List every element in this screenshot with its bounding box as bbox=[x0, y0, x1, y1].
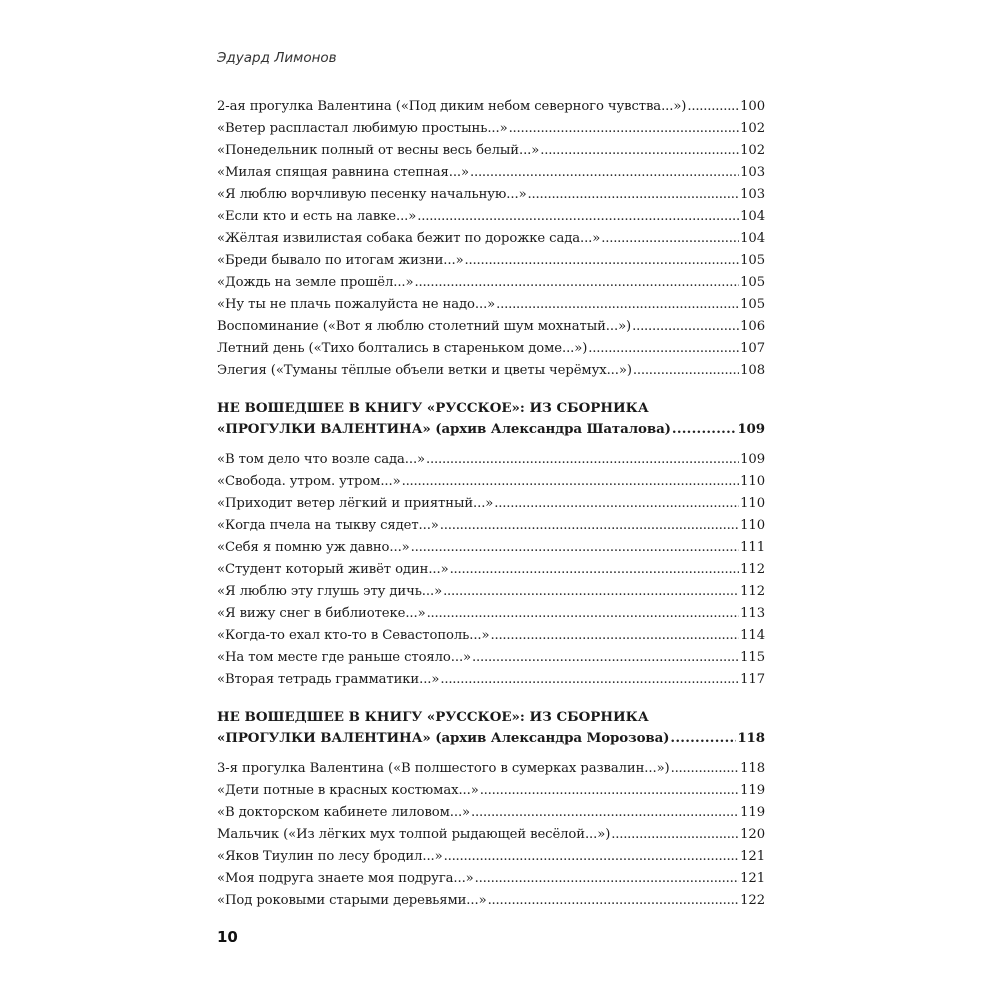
dot-leader bbox=[417, 206, 739, 228]
section-heading-morozov bbox=[217, 707, 765, 749]
toc-entry-title: «Студент который живёт один...» bbox=[217, 562, 449, 577]
toc-entry-page: 102 bbox=[740, 121, 765, 136]
dot-leader bbox=[443, 581, 739, 603]
toc-entry-page: 108 bbox=[740, 363, 765, 378]
dot-leader bbox=[633, 360, 739, 382]
toc-entry bbox=[217, 493, 765, 515]
section-heading-title: «ПРОГУЛКИ ВАЛЕНТИНА» (архив Александра Шаталова) bbox=[217, 421, 671, 437]
toc-entry bbox=[217, 824, 765, 846]
toc-entry-title: «Когда пчела на тыкву сядет...» bbox=[217, 518, 439, 533]
toc-entry-title: «Понедельник полный от весны весь белый...» bbox=[217, 143, 540, 158]
section-heading-line2 bbox=[217, 728, 765, 749]
toc-entry-title: 2-ая прогулка Валентина («Под диким небом северного чувства...») bbox=[217, 99, 687, 114]
toc-entry-title: «В том дело что возле сада...» bbox=[217, 452, 426, 467]
toc-entry-page: 118 bbox=[740, 761, 765, 776]
toc-entry bbox=[217, 184, 765, 206]
toc-entry bbox=[217, 846, 765, 868]
toc-entry-title: Мальчик («Из лёгких мух толпой рыдающей весёлой...») bbox=[217, 827, 611, 842]
toc-entry bbox=[217, 537, 765, 559]
toc-entry-page: 106 bbox=[740, 319, 765, 334]
dot-leader bbox=[427, 603, 740, 625]
toc-entry-title: «Себя я помню уж давно...» bbox=[217, 540, 410, 555]
toc-group-3 bbox=[217, 758, 765, 912]
toc-entry-page: 103 bbox=[740, 165, 765, 180]
dot-leader bbox=[601, 228, 739, 250]
dot-leader bbox=[671, 758, 740, 780]
toc-entry-title: «Я люблю эту глушь эту дичь...» bbox=[217, 584, 443, 599]
toc-entry-page: 117 bbox=[740, 672, 765, 687]
toc-entry bbox=[217, 294, 765, 316]
toc-entry-title: «В докторском кабинете лиловом...» bbox=[217, 805, 471, 820]
toc-entry-page: 110 bbox=[740, 474, 765, 489]
toc-entry-title: «Бреди бывало по итогам жизни...» bbox=[217, 253, 464, 268]
dot-leader bbox=[402, 471, 740, 493]
toc-entry-title: «Если кто и есть на лавке...» bbox=[217, 209, 417, 224]
toc-entry-title: «Милая спящая равнина степная...» bbox=[217, 165, 469, 180]
dot-leader bbox=[475, 868, 739, 890]
toc-entry bbox=[217, 316, 765, 338]
section-heading-page: 109 bbox=[737, 421, 765, 437]
section-heading-line2 bbox=[217, 419, 765, 440]
toc-entry bbox=[217, 758, 765, 780]
toc-entry-title: «Под роковыми старыми деревьями...» bbox=[217, 893, 487, 908]
page-number: 10 bbox=[217, 928, 238, 946]
toc-entry bbox=[217, 360, 765, 382]
toc-entry-title: «Вторая тетрадь грамматики...» bbox=[217, 672, 440, 687]
dot-leader bbox=[540, 140, 739, 162]
toc-entry-title: «Ветер распластал любимую простынь...» bbox=[217, 121, 508, 136]
dot-leader bbox=[488, 890, 740, 912]
dot-leader bbox=[490, 625, 739, 647]
toc-entry-page: 110 bbox=[740, 496, 765, 511]
toc-entry-page: 105 bbox=[740, 297, 765, 312]
dot-leader bbox=[509, 118, 740, 140]
section-heading-title: «ПРОГУЛКИ ВАЛЕНТИНА» (архив Александра Морозова) bbox=[217, 730, 670, 746]
dot-leader bbox=[496, 294, 739, 316]
toc-entry-page: 120 bbox=[740, 827, 765, 842]
toc-entry bbox=[217, 581, 765, 603]
toc-entry bbox=[217, 625, 765, 647]
dot-leader bbox=[528, 184, 740, 206]
toc-entry bbox=[217, 603, 765, 625]
toc-entry-page: 113 bbox=[740, 606, 765, 621]
toc-entry-page: 109 bbox=[740, 452, 765, 467]
toc-entry bbox=[217, 559, 765, 581]
toc-entry-title: «Свобода. утром. утром...» bbox=[217, 474, 401, 489]
toc-entry-page: 121 bbox=[740, 871, 765, 886]
toc-entry bbox=[217, 96, 765, 118]
toc-entry-page: 103 bbox=[740, 187, 765, 202]
toc-entry-page: 105 bbox=[740, 253, 765, 268]
toc-entry bbox=[217, 140, 765, 162]
toc-group-1 bbox=[217, 96, 765, 382]
toc-entry-title: «Дети потные в красных костюмах...» bbox=[217, 783, 479, 798]
dot-leader bbox=[414, 272, 739, 294]
toc-entry-page: 115 bbox=[740, 650, 765, 665]
toc-entry bbox=[217, 669, 765, 691]
toc-entry bbox=[217, 471, 765, 493]
toc-entry bbox=[217, 250, 765, 272]
toc-entry bbox=[217, 338, 765, 360]
toc-entry-title: Элегия («Туманы тёплые объели ветки и цветы черёмух...») bbox=[217, 363, 632, 378]
toc-entry-title: «Яков Тиулин по лесу бродил...» bbox=[217, 849, 443, 864]
toc-entry-page: 102 bbox=[740, 143, 765, 158]
dot-leader bbox=[687, 96, 739, 118]
toc-entry bbox=[217, 802, 765, 824]
dot-leader bbox=[444, 846, 740, 868]
toc-group-2 bbox=[217, 449, 765, 691]
toc-entry-page: 111 bbox=[740, 540, 765, 555]
dot-leader bbox=[480, 780, 739, 802]
dot-leader bbox=[588, 338, 739, 360]
dot-leader bbox=[632, 316, 739, 338]
toc-entry-page: 104 bbox=[740, 231, 765, 246]
toc-entry-title: «Приходит ветер лёгкий и приятный...» bbox=[217, 496, 494, 511]
toc-entry-page: 114 bbox=[740, 628, 765, 643]
toc-entry bbox=[217, 868, 765, 890]
toc-entry-title: «Когда-то ехал кто-то в Севастополь...» bbox=[217, 628, 490, 643]
toc-entry-page: 119 bbox=[740, 805, 765, 820]
toc-entry-title: «Я люблю ворчливую песенку начальную...» bbox=[217, 187, 527, 202]
toc-entry bbox=[217, 162, 765, 184]
toc-entry-title: «Жёлтая извилистая собака бежит по дорожке сада...» bbox=[217, 231, 601, 246]
toc-entry bbox=[217, 272, 765, 294]
toc-entry-page: 112 bbox=[740, 584, 765, 599]
toc-entry-page: 100 bbox=[740, 99, 765, 114]
toc-entry-page: 104 bbox=[740, 209, 765, 224]
toc-entry-page: 121 bbox=[740, 849, 765, 864]
toc-entry bbox=[217, 780, 765, 802]
toc-entry-page: 112 bbox=[740, 562, 765, 577]
dot-leader bbox=[440, 669, 739, 691]
toc-entry bbox=[217, 890, 765, 912]
toc-entry-title: 3-я прогулка Валентина («В полшестого в сумерках развалин...») bbox=[217, 761, 670, 776]
toc-entry-page: 119 bbox=[740, 783, 765, 798]
toc-entry-title: «Моя подруга знаете моя подруга...» bbox=[217, 871, 474, 886]
running-head: Эдуард Лимонов bbox=[217, 50, 337, 66]
dot-leader bbox=[450, 559, 740, 581]
dot-leader bbox=[472, 647, 739, 669]
dot-leader bbox=[670, 728, 736, 749]
table-of-contents bbox=[217, 96, 765, 912]
dot-leader bbox=[440, 515, 739, 537]
dot-leader bbox=[470, 162, 739, 184]
toc-entry-page: 122 bbox=[740, 893, 765, 908]
toc-entry-title: Летний день («Тихо болтались в стареньком доме...») bbox=[217, 341, 588, 356]
toc-entry-page: 110 bbox=[740, 518, 765, 533]
dot-leader bbox=[471, 802, 739, 824]
toc-entry bbox=[217, 206, 765, 228]
toc-entry-page: 105 bbox=[740, 275, 765, 290]
dot-leader bbox=[465, 250, 740, 272]
toc-entry-title: «Я вижу снег в библиотеке...» bbox=[217, 606, 426, 621]
section-heading-line1: НЕ ВОШЕДШЕЕ В КНИГУ «РУССКОЕ»: ИЗ СБОРНИКА bbox=[217, 400, 649, 416]
toc-entry bbox=[217, 118, 765, 140]
dot-leader bbox=[411, 537, 739, 559]
dot-leader bbox=[426, 449, 739, 471]
toc-entry-title: «Ну ты не плачь пожалуйста не надо...» bbox=[217, 297, 496, 312]
toc-entry bbox=[217, 228, 765, 250]
toc-entry-title: Воспоминание («Вот я люблю столетний шум мохнатый...») bbox=[217, 319, 632, 334]
toc-entry-title: «Дождь на земле прошёл...» bbox=[217, 275, 414, 290]
toc-entry bbox=[217, 647, 765, 669]
toc-entry-page: 107 bbox=[740, 341, 765, 356]
toc-entry bbox=[217, 515, 765, 537]
dot-leader bbox=[611, 824, 739, 846]
dot-leader bbox=[672, 419, 736, 440]
section-heading-shatalov bbox=[217, 398, 765, 440]
dot-leader bbox=[494, 493, 739, 515]
toc-entry bbox=[217, 449, 765, 471]
toc-entry-title: «На том месте где раньше стояло...» bbox=[217, 650, 472, 665]
section-heading-line1: НЕ ВОШЕДШЕЕ В КНИГУ «РУССКОЕ»: ИЗ СБОРНИКА bbox=[217, 709, 649, 725]
section-heading-page: 118 bbox=[737, 730, 765, 746]
